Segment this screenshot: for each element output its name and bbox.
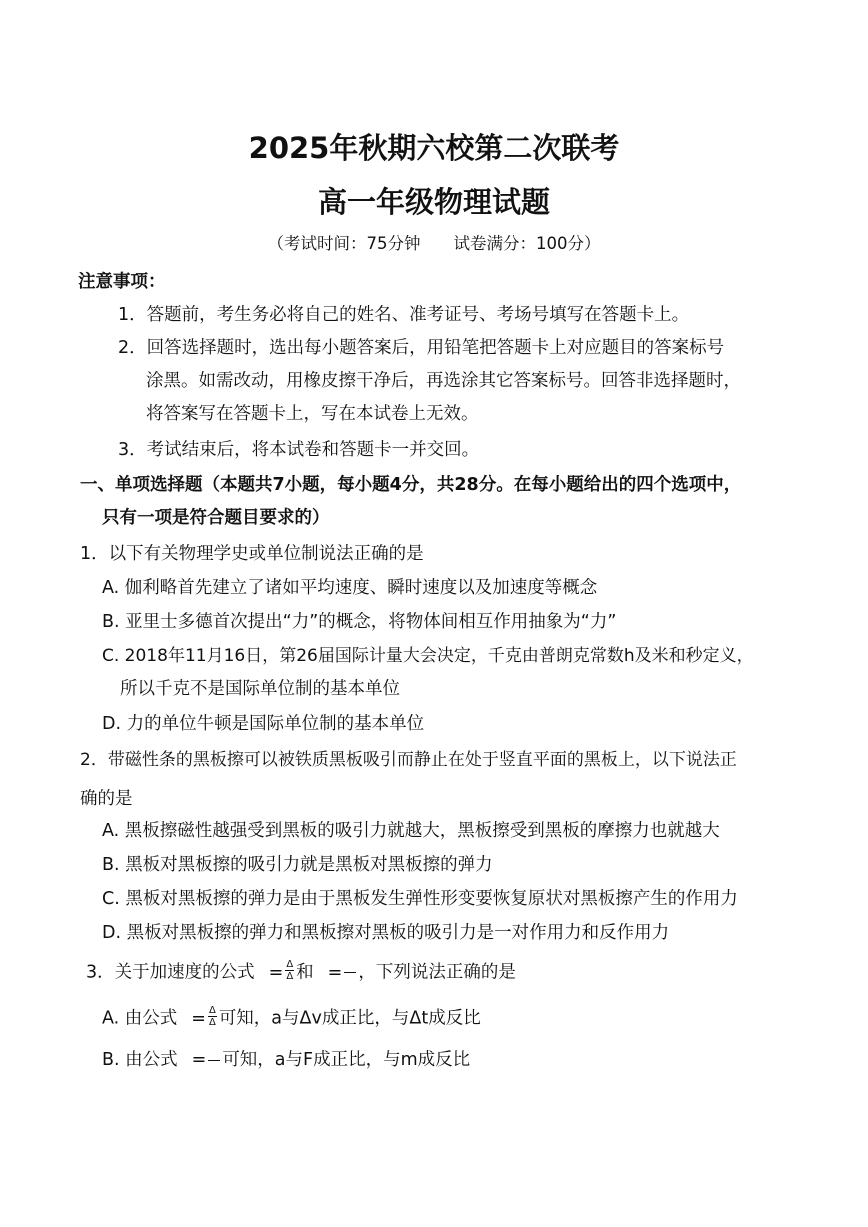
notice-item-cont: 涂黑。如需改动，用橡皮擦干净后，再选涂其它答案标号。回答非选择题时， xyxy=(146,371,741,391)
notice-item: 2．回答选择题时，选出每小题答案后，用铅笔把答题卡上对应题目的答案标号 xyxy=(118,338,725,358)
question-2-option-d: D. 黑板对黑板擦的弹力和黑板擦对黑板的吸引力是一对作用力和反作用力 xyxy=(102,923,670,943)
question-3-stem-post: ，下列说法正确的是 xyxy=(358,962,516,983)
question-1-option-c-cont: 所以千克不是国际单位制的基本单位 xyxy=(120,679,400,699)
fraction-denominator: Δ xyxy=(286,971,294,982)
notice-item: 3．考试结束后，将本试卷和答题卡一并交回。 xyxy=(118,440,480,460)
question-2-option-b: B. 黑板对黑板擦的吸引力就是黑板对黑板擦的弹力 xyxy=(102,855,493,875)
exam-title: 2025年秋期六校第二次联考 xyxy=(248,131,620,165)
question-2-stem: 2．带磁性条的黑板擦可以被铁质黑板吸引而静止在处于竖直平面的黑板上，以下说法正 xyxy=(80,750,737,770)
notice-heading: 注意事项： xyxy=(78,272,166,292)
notice-item-cont: 将答案写在答题卡上，写在本试卷上无效。 xyxy=(146,404,479,424)
equals-sign: = xyxy=(191,1050,207,1070)
equals-sign: = xyxy=(268,962,284,983)
question-3-option-a-pre: A. 由公式 xyxy=(102,1008,178,1029)
question-3-option-a-post: 可知，a与Δv成正比，与Δt成反比 xyxy=(218,1008,481,1029)
fraction-delta xyxy=(285,959,294,982)
equals-sign: = xyxy=(191,1008,206,1029)
question-1-stem: 1．以下有关物理学史或单位制说法正确的是 xyxy=(80,544,424,564)
fraction-bar xyxy=(344,972,356,973)
question-3-option-b-pre: B. 由公式 xyxy=(102,1050,178,1070)
question-1-option-b: B. 亚里士多德首次提出“力”的概念，将物体间相互作用抽象为“力” xyxy=(102,612,617,632)
question-3-option-a xyxy=(102,1007,481,1030)
question-2-stem-cont: 确的是 xyxy=(80,789,133,809)
notice-item: 1．答题前，考生务必将自己的姓名、准考证号、考场号填写在答题卡上。 xyxy=(118,305,690,325)
question-3-stem-pre: 3．关于加速度的公式 xyxy=(86,962,255,983)
exam-info: （考试时间：75分钟 试卷满分：100分） xyxy=(267,234,601,253)
question-3-stem-mid: 和 xyxy=(296,962,314,983)
fraction-numerator: Δ xyxy=(208,1005,216,1016)
question-3-option-b xyxy=(102,1052,470,1070)
question-3-stem xyxy=(86,961,516,984)
question-3-option-b-post: 可知，a与F成正比，与m成反比 xyxy=(222,1050,471,1070)
section-heading: 一、单项选择题（本题共7小题，每小题4分，共28分。在每小题给出的四个选项中， xyxy=(80,475,742,495)
equals-sign: = xyxy=(327,962,343,983)
exam-subtitle: 高一年级物理试题 xyxy=(317,185,550,219)
fraction-bar xyxy=(208,1060,220,1061)
question-1-option-c: C. 2018年11月16日，第26届国际计量大会决定，千克由普朗克常数h及米和秒定义， xyxy=(102,646,754,666)
question-1-option-a: A. 伽利略首先建立了诸如平均速度、瞬时速度以及加速度等概念 xyxy=(102,578,598,598)
question-1-option-d: D. 力的单位牛顿是国际单位制的基本单位 xyxy=(102,714,425,734)
question-2-option-a: A. 黑板擦磁性越强受到黑板的吸引力就越大，黑板擦受到黑板的摩擦力也就越大 xyxy=(102,821,720,841)
section-heading-cont: 只有一项是符合题目要求的） xyxy=(102,508,330,528)
fraction-numerator: Δ xyxy=(286,959,294,970)
fraction-denominator: Δ xyxy=(208,1017,216,1028)
fraction-delta xyxy=(208,1005,217,1028)
question-2-option-c: C. 黑板对黑板擦的弹力是由于黑板发生弹性形变要恢复原状对黑板擦产生的作用力 xyxy=(102,889,738,909)
